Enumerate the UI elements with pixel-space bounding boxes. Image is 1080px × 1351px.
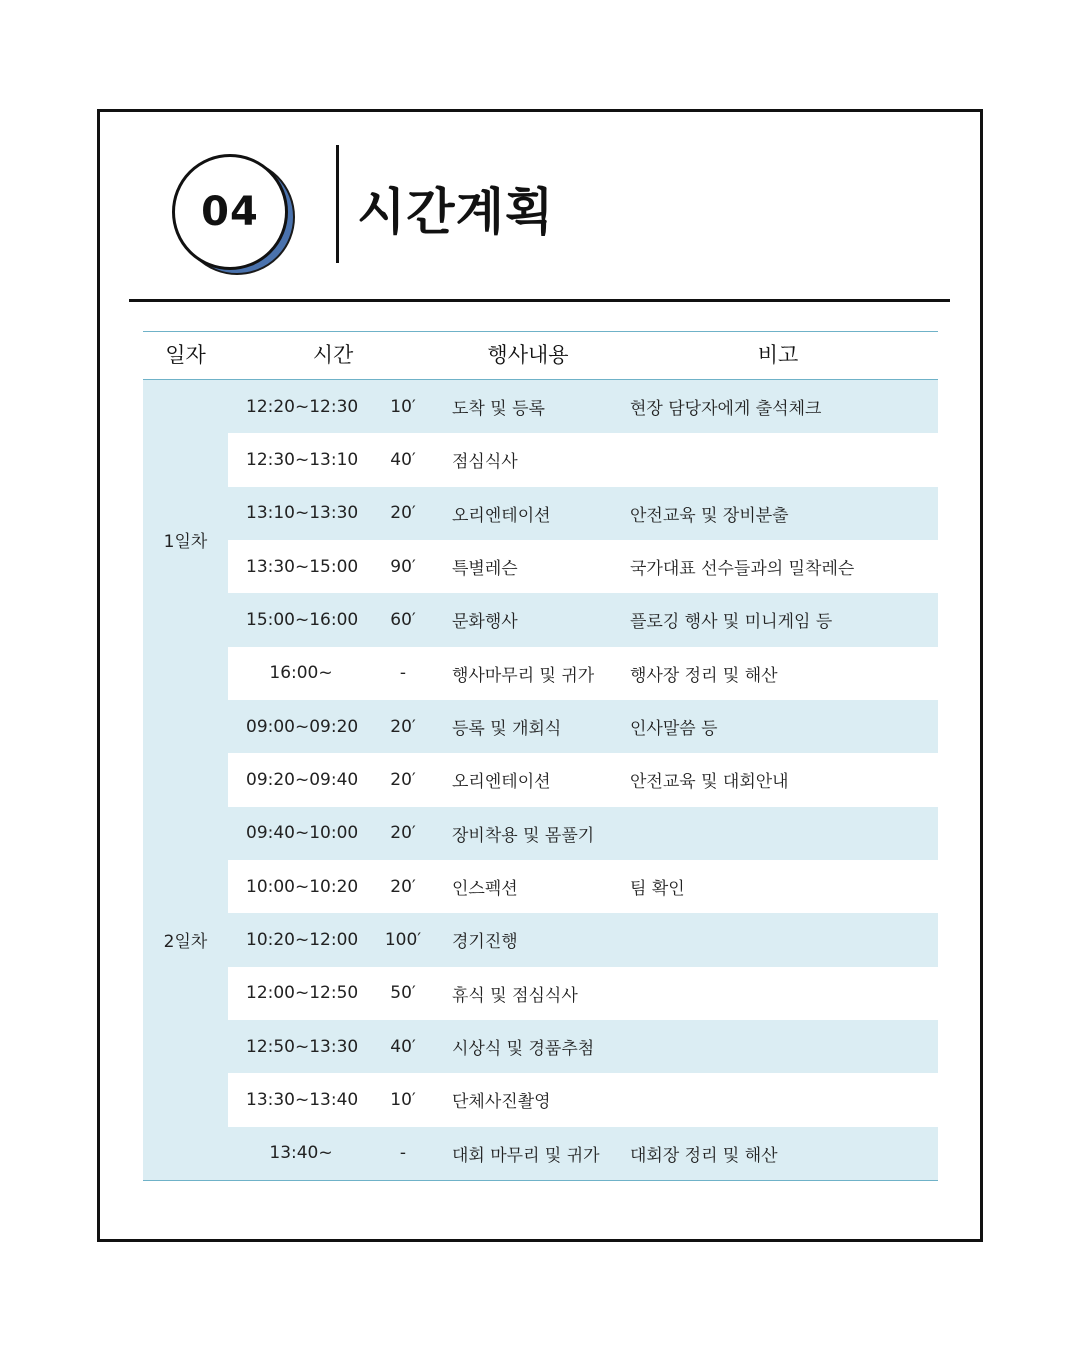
schedule-table [143, 331, 938, 1181]
duration-cell: 20′ [390, 876, 416, 897]
time-cell: 16:00~ [269, 663, 333, 684]
table-row [228, 753, 938, 806]
note-cell: 플로깅 행사 및 미니게임 등 [630, 612, 833, 633]
time-cell: 15:00~16:00 [246, 609, 359, 630]
note-cell: 국가대표 선수들과의 밀착레슨 [630, 559, 855, 580]
note-cell: 인사말씀 등 [630, 719, 718, 740]
time-cell: 09:20~09:40 [246, 769, 359, 790]
duration-cell: - [399, 663, 407, 684]
event-cell: 점심식사 [452, 452, 518, 473]
event-cell: 행사마무리 및 귀가 [452, 665, 595, 686]
duration-cell: 40′ [390, 1036, 416, 1057]
event-cell: 경기진행 [452, 932, 518, 953]
header-day: 일자 [165, 343, 206, 367]
time-cell: 12:50~13:30 [246, 1036, 359, 1057]
header-rule [129, 299, 950, 302]
header-time: 시간 [312, 343, 354, 367]
duration-cell: 60′ [390, 609, 416, 630]
time-cell: 09:00~09:20 [246, 716, 359, 737]
duration-cell: 50′ [390, 983, 416, 1004]
duration-cell: 20′ [390, 716, 416, 737]
time-cell: 10:20~12:00 [246, 929, 359, 950]
event-cell: 오리엔테이션 [452, 772, 551, 793]
header-event: 행사내용 [487, 343, 569, 367]
event-cell: 단체사진촬영 [452, 1092, 551, 1113]
table-row [228, 433, 938, 486]
table-row [228, 967, 938, 1020]
section-number: 04 [201, 189, 259, 235]
time-cell: 13:30~13:40 [246, 1089, 359, 1110]
table-row [228, 1020, 938, 1073]
event-cell: 인스펙션 [452, 879, 518, 900]
event-cell: 도착 및 등록 [452, 399, 545, 420]
table-row [228, 700, 938, 753]
section-number-badge [172, 154, 288, 270]
event-cell: 오리엔테이션 [452, 505, 551, 526]
event-cell: 장비착용 및 몸풀기 [452, 825, 595, 846]
duration-cell: 20′ [390, 823, 416, 844]
note-cell: 안전교육 및 장비분출 [630, 505, 789, 526]
table-row [228, 647, 938, 700]
table-row [228, 540, 938, 593]
table-header [143, 331, 938, 380]
time-cell: 12:20~12:30 [246, 396, 359, 417]
event-cell: 시상식 및 경품추첨 [452, 1039, 595, 1060]
duration-cell: - [399, 1143, 407, 1164]
event-cell: 문화행사 [452, 612, 518, 633]
duration-cell: 100′ [384, 929, 422, 950]
time-cell: 10:00~10:20 [246, 876, 359, 897]
event-cell: 등록 및 개회식 [452, 719, 562, 740]
table-row [228, 913, 938, 966]
time-cell: 12:30~13:10 [246, 449, 359, 470]
day-label: 2일차 [143, 700, 228, 1180]
page-title: 시간계획 [357, 183, 555, 241]
table-row [228, 860, 938, 913]
title-divider [336, 145, 339, 263]
table-row [228, 1127, 938, 1180]
time-cell: 13:30~15:00 [246, 556, 359, 577]
event-cell: 휴식 및 점심식사 [452, 985, 578, 1006]
note-cell: 현장 담당자에게 출석체크 [630, 399, 822, 420]
time-cell: 12:00~12:50 [246, 983, 359, 1004]
duration-cell: 20′ [390, 503, 416, 524]
note-cell: 팀 확인 [630, 879, 685, 900]
duration-cell: 90′ [390, 556, 416, 577]
duration-cell: 20′ [390, 769, 416, 790]
note-cell: 안전교육 및 대회안내 [630, 772, 789, 793]
table-row [228, 807, 938, 860]
table-row [228, 487, 938, 540]
table-row [228, 1073, 938, 1126]
time-cell: 13:10~13:30 [246, 503, 359, 524]
time-cell: 13:40~ [269, 1143, 333, 1164]
note-cell: 대회장 정리 및 해산 [630, 1145, 778, 1166]
day-label: 1일차 [143, 380, 228, 700]
event-cell: 대회 마무리 및 귀가 [452, 1145, 600, 1166]
time-cell: 09:40~10:00 [246, 823, 359, 844]
duration-cell: 10′ [390, 396, 416, 417]
note-cell: 행사장 정리 및 해산 [630, 665, 778, 686]
table-row [228, 380, 938, 433]
duration-cell: 10′ [390, 1089, 416, 1110]
header-note: 비고 [757, 343, 799, 367]
table-row [228, 593, 938, 646]
duration-cell: 40′ [390, 449, 416, 470]
table-body [143, 380, 938, 1181]
event-cell: 특별레슨 [452, 559, 518, 580]
